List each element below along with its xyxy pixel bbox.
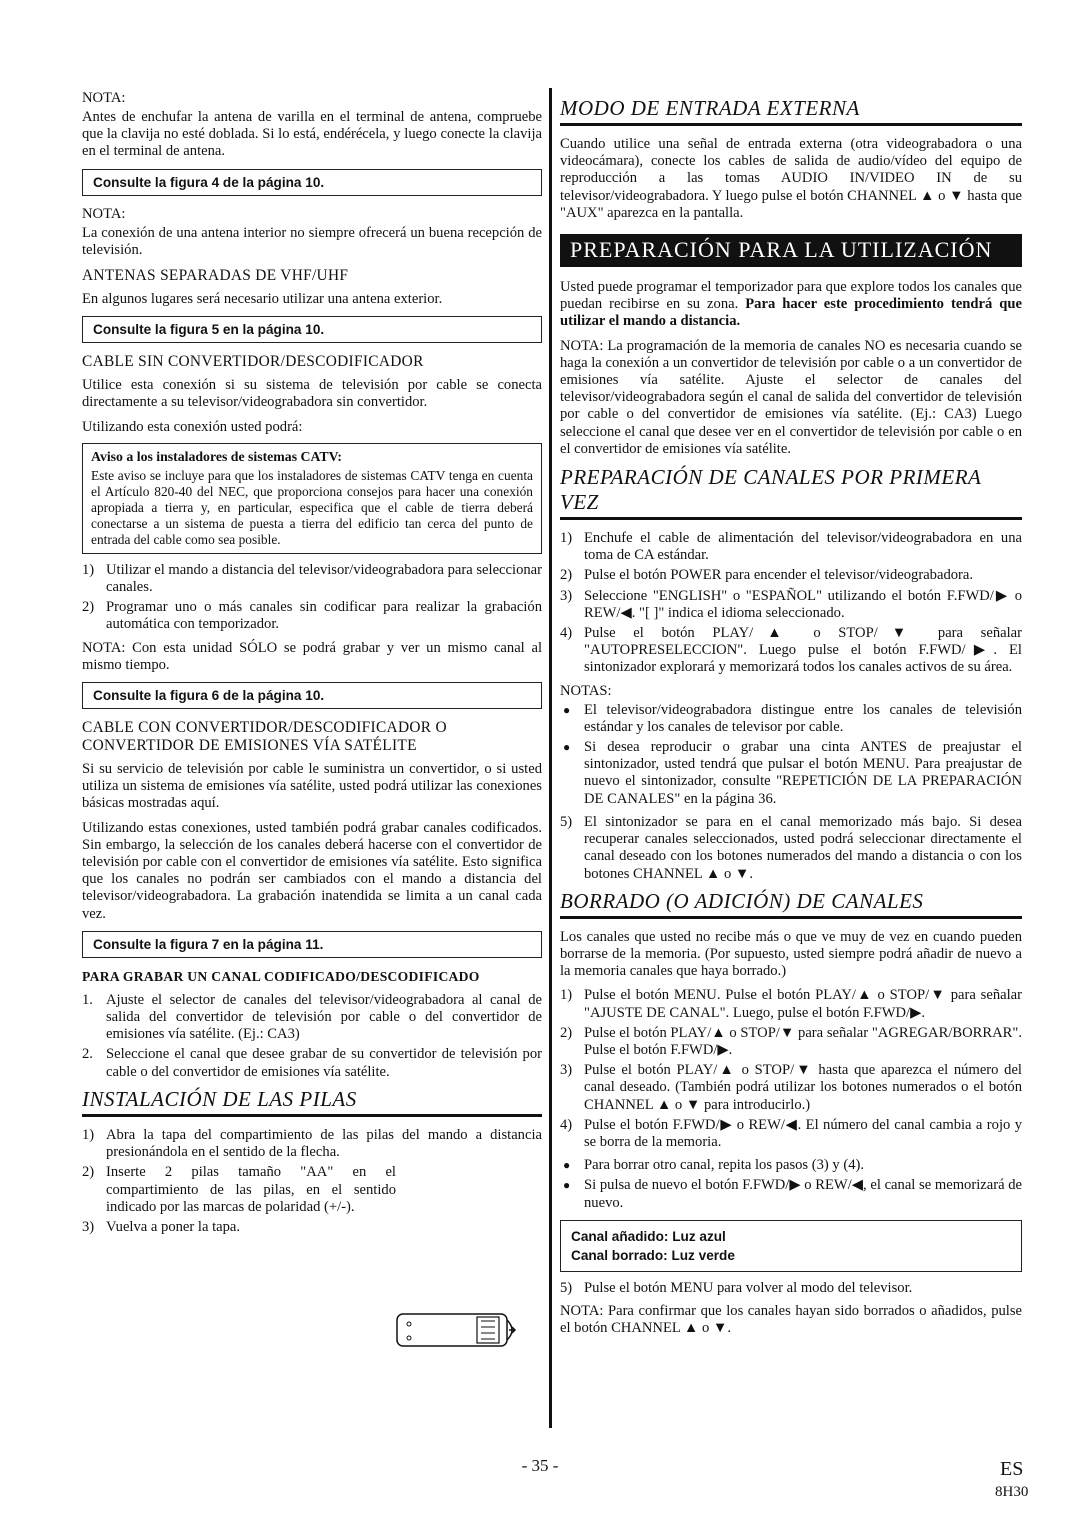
list-item: 4) Pulse el botón PLAY/▲ o STOP/▼ para señalar "AUTOPRESELECCION". Luego pulse el botón F.FWD/▶. El sintonizador explorará y memorizará todos los canales activos de su área. (560, 625, 1022, 676)
figure-reference: Consulte la figura 6 de la página 10. (82, 682, 542, 709)
figure-reference: Consulte la figura 7 en la página 11. (82, 931, 542, 958)
language-code: ES (1000, 1458, 1024, 1480)
paragraph: Utilizando esta conexión usted podrá: (82, 418, 303, 435)
list-item: ● Si pulsa de nuevo el botón F.FWD/▶ o REW/◀, el canal se memorizará de nuevo. (560, 1177, 1022, 1211)
list-item: 1. Ajuste el selector de canales del televisor/videograbadora al canal de salida del convertidor de televisión por cable o del convertidor de emisiones vía satélite. (Ej.: CA3) (82, 991, 542, 1043)
list-item: 2) Pulse el botón PLAY/▲ o STOP/▼ para señalar "AGREGAR/BORRAR". Pulse el botón F.FWD/▶. (560, 1024, 1022, 1058)
paragraph: Utilice esta conexión si su sistema de televisión por cable se conecta directamente a su televisor/videograbadora sin convertidor. (82, 377, 542, 411)
list-item: 2) Programar uno o más canales sin codificar para realizar la grabación automática con temporizador. (82, 599, 542, 633)
section-heading: PARA GRABAR UN CANAL CODIFICADO/DESCODIFICADO (82, 968, 480, 984)
document-code: 8H30 (995, 1484, 1029, 1500)
nota-text: Antes de enchufar la antena de varilla en el terminal de antena, compruebe que la clavija no esté doblada. Si lo está, endérécela, y luego conecte la clavija en el terminal de antena. (82, 109, 542, 160)
nota-text: NOTA: Con esta unidad SÓLO se podrá grabar y ver un mismo canal al mismo tiempo. (82, 639, 542, 673)
section-title: MODO DE ENTRADA EXTERNA (560, 96, 1022, 126)
catv-notice-text: Este aviso se incluye para que los instaladores de sistemas CATV tenga en cuenta el Artículo 820-40 del NEC, que proporciona consejos para hacer una conexión apropiada a tierra y, en particular, especifica que el cable de tierra deberá conectarse a un sistema de puesta a tierra del edificio tan cerca del punto de entrada del cable como sea posible. (91, 467, 533, 547)
nota-heading: NOTA: (82, 90, 126, 106)
nota-text: NOTA: Para confirmar que los canales hayan sido borrados o añadidos, pulse el botón CHANNEL ▲ o ▼. (560, 1302, 1022, 1337)
numbered-list (560, 1280, 1022, 1297)
list-item: 1) Utilizar el mando a distancia del televisor/videograbadora para seleccionar canales. (82, 561, 542, 596)
list-item: 3) Vuelva a poner la tapa. (82, 1218, 241, 1235)
column-divider (549, 88, 552, 1428)
left-column (82, 90, 542, 1242)
catv-notice-title: Aviso a los instaladores de sistemas CATV: (91, 448, 342, 464)
legend-added: Canal añadido: Luz azul (571, 1228, 726, 1244)
nota-text: NOTA: La programación de la memoria de canales NO es necesaria cuando se haga la conexión a un convertidor de televisión por cable o a un convertidor de emisiones vía satélite. Ajuste el selector de canales del televisor/videograbadora según el canal de salida del convertidor de televisión por cable o del convertidor de emisiones vía satélite. (Ej.: CA3) Luego seleccione el canal que desee ver en el convertidor de televisión por cable o en el convertidor de emisiones vía satélite. (560, 337, 1022, 457)
paragraph: Usted puede programar el temporizador para que explore todos los canales que puedan recibirse en su zona. Para hacer este procedimiento tendrá que utilizar el mando a distancia. (560, 279, 1022, 330)
list-item: ● El televisor/videograbadora distingue entre los canales de televisión estándar y los canales de televisor por cable. (560, 702, 1022, 736)
numbered-list (560, 814, 1022, 883)
numbered-list (560, 987, 1022, 1151)
numbered-list (82, 992, 542, 1081)
list-item: 3) Seleccione "ENGLISH" o "ESPAÑOL" utilizando el botón F.FWD/▶ o REW/◀. "[ ]" indica el idioma seleccionado. (560, 587, 1022, 621)
section-heading: CABLE SIN CONVERTIDOR/DESCODIFICADOR (82, 353, 424, 371)
numbered-list (82, 1127, 542, 1236)
numbered-list (82, 562, 542, 634)
nota-text: La conexión de una antena interior no siempre ofrecerá un buena recepción de televisión. (82, 224, 542, 258)
list-item: 5) Pulse el botón MENU para volver al modo del televisor. (560, 1279, 913, 1296)
figure-reference: Consulte la figura 4 de la página 10. (82, 169, 542, 196)
figure-reference: Consulte la figura 5 en la página 10. (82, 316, 542, 343)
right-column (560, 90, 1022, 1344)
chapter-banner: PREPARACIÓN PARA LA UTILIZACIÓN (560, 234, 1022, 267)
paragraph: En algunos lugares será necesario utilizar una antena exterior. (82, 291, 443, 308)
section-heading: ANTENAS SEPARADAS DE VHF/UHF (82, 267, 349, 285)
catv-notice (82, 443, 542, 554)
list-item: 2) Inserte 2 pilas tamaño "AA" en el compartimiento de las pilas, en el sentido indicado por las marcas de polaridad (+/-). (82, 1164, 396, 1215)
numbered-list (560, 530, 1022, 677)
list-item: 1) Pulse el botón MENU. Pulse el botón PLAY/▲ o STOP/▼ para señalar "AJUSTE DE CANAL". Luego, pulse el botón F.FWD/▶. (560, 987, 1022, 1021)
paragraph: Los canales que usted no recibe más o que ve muy de vez en cuando pueden borrarse de la memoria. (Por supuesto, usted siempre podrá añadir de nuevo a la memoria canales que haya borrado.) (560, 928, 1022, 980)
page-number: - 35 - (521, 1456, 559, 1475)
list-item: 2) Pulse el botón POWER para encender el televisor/videograbadora. (560, 567, 974, 584)
remote-battery-illustration (395, 1312, 523, 1348)
notas-heading: NOTAS: (560, 682, 612, 699)
paragraph: Cuando utilice una señal de entrada externa (otra videograbadora o una videocámara), conecte los cables de salida de audio/vídeo del equipo de reproducción a las tomas AUDIO IN/VIDEO IN de su televisor/videograbadora. Y luego pulse el botón CHANNEL ▲ o ▼ hasta que "AUX" aparezca en la pantalla. (560, 136, 1022, 221)
section-title: BORRADO (O ADICIÓN) DE CANALES (560, 889, 1022, 919)
nota-heading: NOTA: (82, 205, 126, 222)
list-item: 5) El sintonizador se para en el canal memorizado más bajo. Si desea recuperar canales seleccionados, usted podrá seleccionar directamente el canal deseado con los botones numerados del mando a distancia o con los botones CHANNEL ▲ o ▼. (560, 813, 1022, 882)
list-item: 4) Pulse el botón F.FWD/▶ o REW/◀. El número del canal cambia a rojo y se borra de la memoria. (560, 1116, 1022, 1150)
list-item: 3) Pulse el botón PLAY/▲ o STOP/▼ hasta que aparezca el número del canal deseado. (También podrá utilizar los botones numerados o el botón CHANNEL ▲ o ▼ para introducirlo.) (560, 1062, 1022, 1113)
section-title: INSTALACIÓN DE LAS PILAS (82, 1087, 542, 1117)
indicator-legend (560, 1220, 1022, 1272)
bullet-list (560, 702, 1022, 808)
list-item: 1) Abra la tapa del compartimiento de las pilas del mando a distancia presionándola en el sentido de la flecha. (82, 1126, 542, 1161)
bullet-list (560, 1157, 1022, 1212)
paragraph: Si su servicio de televisión por cable le suministra un convertidor, o si usted utiliza un sistema de emisiones vía satélite, usted podrá utilizar las conexiones básicas mostradas aquí. (82, 761, 542, 812)
list-item: 1) Enchufe el cable de alimentación del televisor/videograbadora en una toma de CA estándar. (560, 530, 1022, 564)
list-item: 2. Seleccione el canal que desee grabar de su convertidor de televisión por cable o del convertidor de emisiones vía satélite. (82, 1046, 542, 1080)
list-item: ● Si desea reproducir o grabar una cinta ANTES de preajustar el sintonizador, usted tendrá que pulsar el botón MENU. Para preajustar de nuevo el sintonizador, consulte "REPETICIÓN DE LA PREPARACIÓN DE CANALES" en la página 36. (560, 739, 1022, 808)
list-item: ● Para borrar otro canal, repita los pasos (3) y (4). (560, 1157, 1022, 1174)
legend-deleted: Canal borrado: Luz verde (571, 1247, 735, 1263)
paragraph: Utilizando estas conexiones, usted también podrá grabar canales codificados. Sin embargo, la selección de los canales deberá hacerse con el convertidor de televisión por cable con el convertidor de emisiones vía satélite. Esto significa que los canales no podrán ser cambiados con el mando a distancia del televisor/videograbadora. La grabación inatendida se limita a un canal cada vez. (82, 819, 542, 922)
section-heading: CABLE CON CONVERTIDOR/DESCODIFICADOR O CONVERTIDOR DE EMISIONES VÍA SATÉLITE (82, 719, 447, 755)
section-title: PREPARACIÓN DE CANALES POR PRIMERA VEZ (560, 465, 1022, 520)
